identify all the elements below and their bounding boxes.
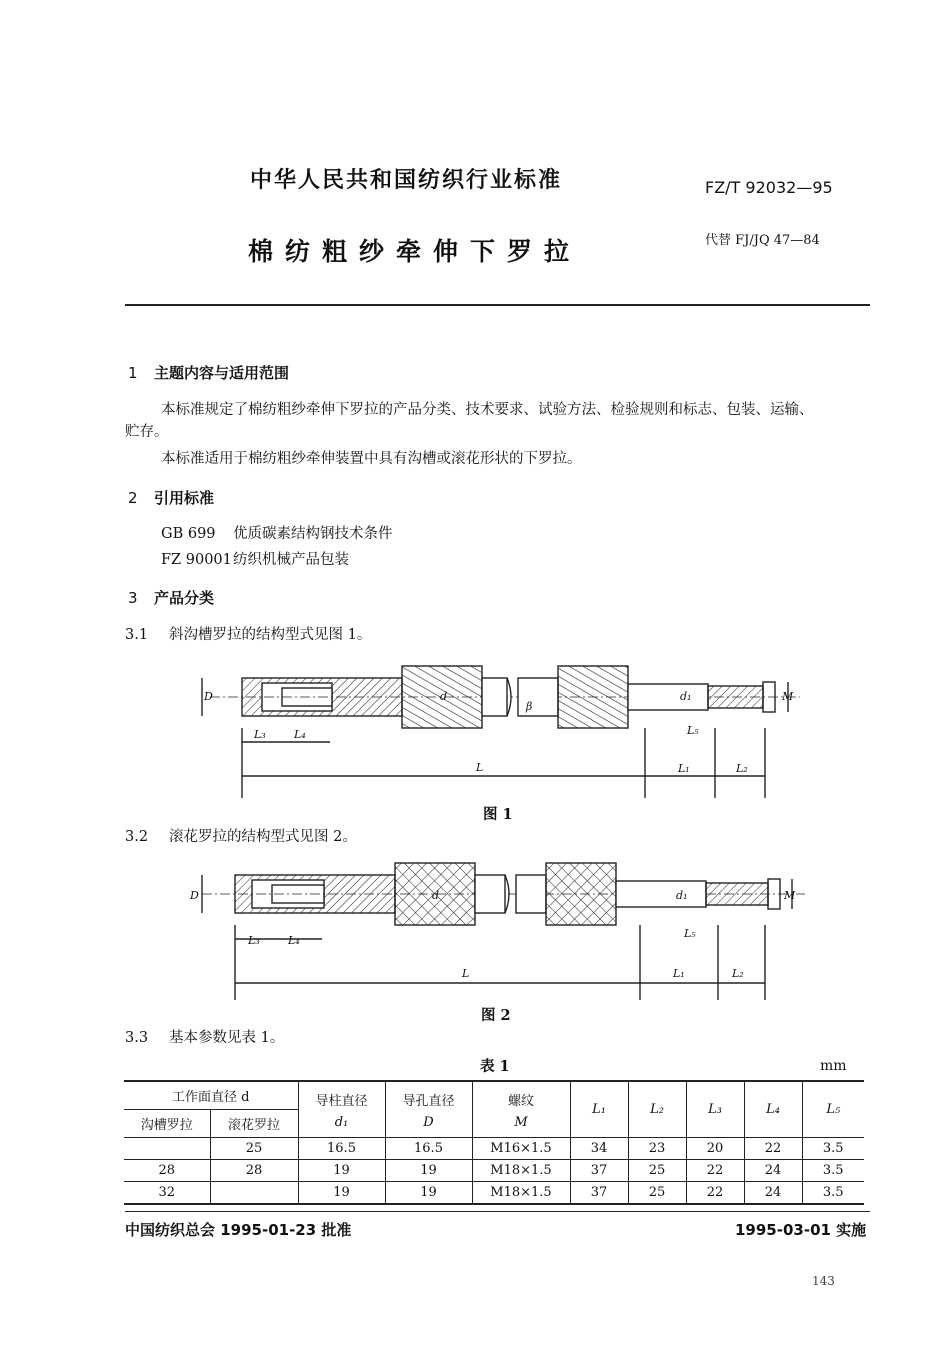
section-number: 3 xyxy=(128,589,138,607)
section-1-paragraph-1: 本标准规定了棉纺粗纱牵伸下罗拉的产品分类、技术要求、试验方法、检验规则和标志、包装、运输、 xyxy=(161,402,814,418)
fig2-label-L5: L₅ xyxy=(684,927,696,940)
fig2-label-M: M xyxy=(784,889,796,902)
table-cell: 25 xyxy=(628,1182,686,1205)
figure-1-caption: 图 1 xyxy=(483,806,513,823)
section-number: 1 xyxy=(128,364,138,382)
footer-rule xyxy=(125,1211,870,1212)
clause-text: 基本参数见表 1。 xyxy=(169,1030,285,1046)
section-number: 2 xyxy=(128,489,138,507)
clause-3-2 xyxy=(125,826,357,848)
page-number: 143 xyxy=(812,1274,835,1288)
table-1-unit: mm xyxy=(820,1058,847,1074)
header-knurl-roller: 滚花罗拉 xyxy=(210,1110,298,1138)
fig2-label-L2: L₂ xyxy=(732,967,744,980)
figure-2-drawing xyxy=(180,855,820,1000)
fig2-label-d1: d₁ xyxy=(676,889,688,902)
section-1-paragraph-2: 本标准适用于棉纺粗纱牵伸装置中具有沟槽或滚花形状的下罗拉。 xyxy=(161,451,582,467)
section-3-heading xyxy=(128,587,214,608)
fig1-label-L1: L₁ xyxy=(678,762,690,775)
table-cell: 28 xyxy=(210,1160,298,1182)
header-thread xyxy=(472,1081,570,1138)
reference-item xyxy=(161,522,393,543)
fig1-label-L5: L₅ xyxy=(687,724,699,737)
table-cell: 22 xyxy=(744,1138,802,1160)
section-title: 引用标准 xyxy=(154,489,215,507)
reference-name: 优质碳素结构钢技术条件 xyxy=(233,526,393,542)
fig2-label-L4: L₄ xyxy=(288,934,300,947)
table-cell: 3.5 xyxy=(802,1160,864,1182)
header-working-diameter: 工作面直径 d xyxy=(124,1081,298,1110)
header-L2: L₂ xyxy=(628,1081,686,1138)
fig1-label-d: d xyxy=(440,690,448,703)
table-cell: 23 xyxy=(628,1138,686,1160)
table-cell: 28 xyxy=(124,1160,210,1182)
fig2-label-d: d xyxy=(432,889,440,902)
clause-text: 斜沟槽罗拉的结构型式见图 1。 xyxy=(169,627,372,643)
fig1-label-L: L xyxy=(476,761,484,774)
table-cell: 22 xyxy=(686,1182,744,1205)
table-cell: 19 xyxy=(385,1160,472,1182)
table-cell xyxy=(124,1138,210,1160)
fig1-label-L3: L₃ xyxy=(254,728,266,741)
header-symbol: d₁ xyxy=(334,1114,349,1130)
section-title: 产品分类 xyxy=(154,589,215,607)
fig1-label-L4: L₄ xyxy=(294,728,306,741)
reference-name: 纺织机械产品包装 xyxy=(233,552,349,568)
clause-3-1 xyxy=(125,624,371,646)
section-title: 主题内容与适用范围 xyxy=(154,364,290,382)
table-cell: 19 xyxy=(298,1160,385,1182)
section-1-heading xyxy=(128,362,289,383)
table-cell: 3.5 xyxy=(802,1138,864,1160)
table-cell: 20 xyxy=(686,1138,744,1160)
fig1-label-M: M xyxy=(782,690,794,703)
clause-number: 3.1 xyxy=(125,627,149,643)
fig2-label-L1: L₁ xyxy=(673,967,685,980)
fig1-label-beta: β xyxy=(526,700,533,713)
table-cell: 24 xyxy=(744,1160,802,1182)
header-L4: L₄ xyxy=(744,1081,802,1138)
table-row xyxy=(124,1138,864,1160)
clause-text: 滚花罗拉的结构型式见图 2。 xyxy=(169,829,357,845)
reference-code: FZ 90001 xyxy=(161,552,232,568)
table-cell: M18×1.5 xyxy=(472,1182,570,1205)
section-2-heading xyxy=(128,487,214,508)
table-cell: 19 xyxy=(298,1182,385,1205)
table-cell: 34 xyxy=(570,1138,628,1160)
table-cell xyxy=(210,1182,298,1205)
standard-organization: 中华人民共和国纺织行业标准 xyxy=(250,168,563,193)
table-cell: 25 xyxy=(210,1138,298,1160)
replaces-standard: 代替 FJ/JQ 47—84 xyxy=(705,233,820,248)
table-cell: 19 xyxy=(385,1182,472,1205)
table-cell: 16.5 xyxy=(385,1138,472,1160)
effective-date: 1995-03-01 实施 xyxy=(735,1221,867,1239)
fig1-label-D: D xyxy=(204,690,213,703)
table-cell: 37 xyxy=(570,1160,628,1182)
header-guide-hole xyxy=(385,1081,472,1138)
header-groove-roller: 沟槽罗拉 xyxy=(124,1110,210,1138)
table-cell: M18×1.5 xyxy=(472,1160,570,1182)
figure-2-caption: 图 2 xyxy=(481,1007,511,1024)
header-text: 导孔直径 xyxy=(402,1093,455,1109)
fig2-label-L: L xyxy=(462,967,470,980)
table-1-caption: 表 1 xyxy=(480,1058,510,1075)
parameter-table xyxy=(124,1080,864,1205)
reference-code: GB 699 xyxy=(161,526,216,542)
fig2-label-L3: L₃ xyxy=(248,934,260,947)
fig1-label-d1: d₁ xyxy=(680,690,692,703)
header-text: 螺纹 xyxy=(507,1093,534,1109)
header-L5: L₅ xyxy=(802,1081,864,1138)
fig1-label-L2: L₂ xyxy=(736,762,748,775)
table-cell: 37 xyxy=(570,1182,628,1205)
table-cell: M16×1.5 xyxy=(472,1138,570,1160)
table-cell: 24 xyxy=(744,1182,802,1205)
header-symbol: M xyxy=(514,1114,528,1130)
table-cell: 32 xyxy=(124,1182,210,1205)
clause-number: 3.3 xyxy=(125,1030,149,1046)
reference-item xyxy=(161,548,349,569)
header-symbol: D xyxy=(423,1114,434,1130)
table-row xyxy=(124,1160,864,1182)
standard-code: FZ/T 92032—95 xyxy=(705,178,833,197)
table-cell: 3.5 xyxy=(802,1182,864,1205)
table-cell: 22 xyxy=(686,1160,744,1182)
table-header-row xyxy=(124,1081,864,1110)
header-rule xyxy=(125,304,870,306)
header-L3: L₃ xyxy=(686,1081,744,1138)
header-guide-post xyxy=(298,1081,385,1138)
table-cell: 16.5 xyxy=(298,1138,385,1160)
header-L1: L₁ xyxy=(570,1081,628,1138)
table-row xyxy=(124,1182,864,1205)
table-cell: 25 xyxy=(628,1160,686,1182)
clause-3-3 xyxy=(125,1027,284,1049)
fig2-label-D: D xyxy=(190,889,199,902)
figure-1-drawing xyxy=(190,658,820,800)
header-text: 导柱直径 xyxy=(315,1093,368,1109)
document-title: 棉纺粗纱牵伸下罗拉 xyxy=(248,237,582,266)
clause-number: 3.2 xyxy=(125,829,149,845)
section-1-paragraph-1-cont: 贮存。 xyxy=(125,424,169,440)
approval-date: 中国纺织总会 1995-01-23 批准 xyxy=(125,1221,352,1239)
